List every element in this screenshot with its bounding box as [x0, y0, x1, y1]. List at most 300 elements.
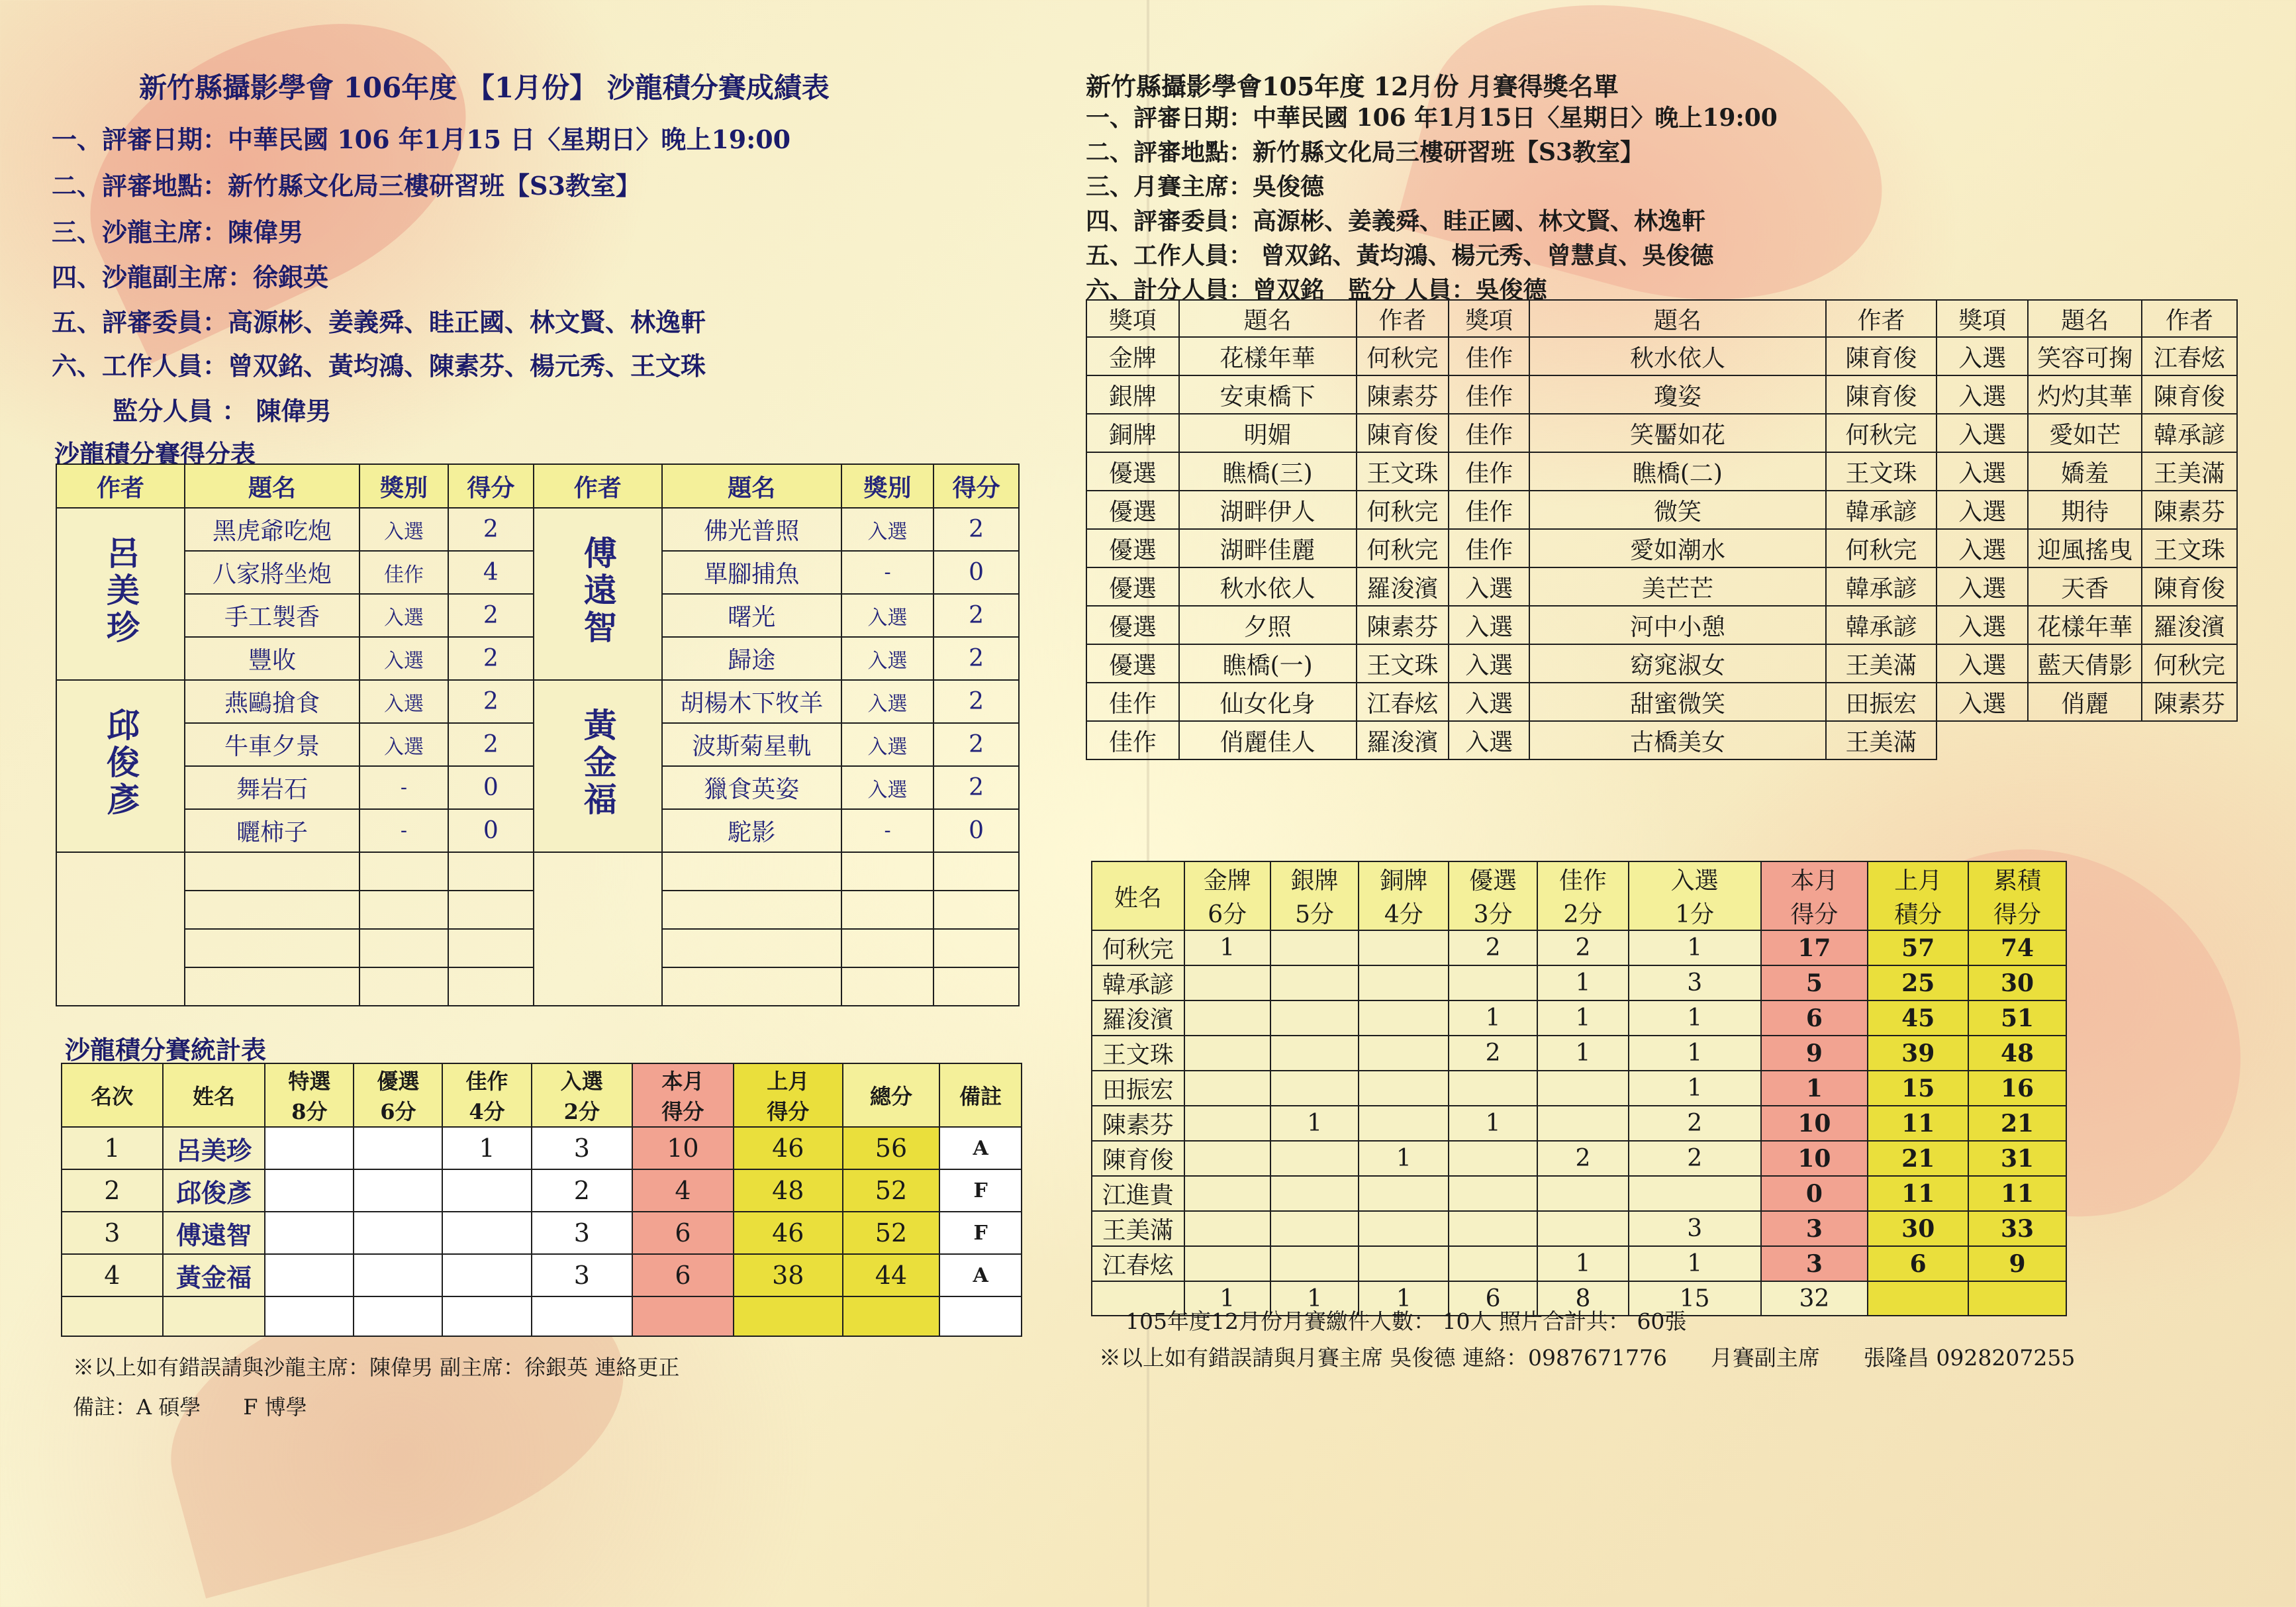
total-score: 30 — [1968, 965, 2066, 1000]
award-type: 入選 — [841, 723, 933, 766]
cell: 入選 — [1937, 529, 2028, 567]
table-row — [62, 1169, 1022, 1212]
cell — [1968, 1281, 2066, 1316]
cell — [1184, 1141, 1270, 1176]
cell: 3 — [532, 1254, 633, 1296]
member-name: 傅遠智 — [163, 1212, 265, 1254]
last-month-score: 15 — [1868, 1071, 1968, 1106]
cell: 入選 — [1937, 606, 2028, 644]
cell: 1 — [1184, 1281, 1270, 1316]
cell — [1184, 1000, 1270, 1036]
cell: 入選 — [1449, 567, 1529, 606]
cell — [1449, 1141, 1537, 1176]
col-header: 特選 8分 — [265, 1063, 354, 1127]
award-type: 入選 — [841, 680, 933, 723]
award-type: - — [359, 809, 448, 852]
cell: 陳育俊 — [2142, 567, 2237, 606]
month-score: 6 — [632, 1254, 734, 1296]
cell: 明媚 — [1179, 414, 1357, 452]
cell — [1359, 1071, 1449, 1106]
left-title: 新竹縣攝影學會 106年度 【1月份】 沙龍積分賽成績表 — [139, 72, 830, 104]
col-header: 得分 — [448, 464, 534, 508]
stat-header-row — [62, 1063, 1022, 1127]
table-row — [1086, 644, 2237, 683]
cell: 窈窕淑女 — [1529, 644, 1825, 683]
photo-title: 手工製香 — [185, 594, 359, 637]
cell — [1359, 965, 1449, 1000]
right-info-line: 三、月賽主席：吳俊德 — [1086, 173, 1325, 201]
month-score: 3 — [1761, 1211, 1868, 1246]
cell: 佳作 — [1086, 721, 1179, 759]
table-row — [1092, 1000, 2066, 1036]
col-header: 姓名 — [163, 1063, 265, 1127]
rank: 1 — [62, 1127, 163, 1169]
score-value: 0 — [933, 551, 1019, 594]
table-row — [1092, 1071, 2066, 1106]
cell — [265, 1212, 354, 1254]
cell: 2 — [1537, 930, 1629, 965]
month-score: 4 — [632, 1169, 734, 1212]
cell — [1537, 1106, 1629, 1141]
summary-table — [1091, 861, 2067, 1316]
cell — [1184, 1246, 1270, 1281]
cell: 優選 — [1086, 452, 1179, 491]
table-row — [1086, 414, 2237, 452]
cell — [1359, 1176, 1449, 1211]
cell: 藍天倩影 — [2028, 644, 2142, 683]
last-month-score: 39 — [1868, 1036, 1968, 1071]
left-info-line: 二、評審地點：新竹縣文化局三樓研習班【S3教室】 — [52, 171, 641, 201]
member-name: 韓承諺 — [1092, 965, 1184, 1000]
cell: 陳育俊 — [2142, 375, 2237, 414]
cell: 湖畔佳麗 — [1179, 529, 1357, 567]
cell: 羅浚濱 — [2142, 606, 2237, 644]
cell: 笑容可掬 — [2028, 337, 2142, 375]
col-header: 題名 — [2028, 300, 2142, 337]
cell: 6 — [1449, 1281, 1537, 1316]
right-entry-count: 105年度12月份月賽繳件人數： 10人 照片合計共： 60張 — [1125, 1308, 1687, 1334]
member-name: 呂美珍 — [163, 1127, 265, 1169]
last-month-score: 46 — [734, 1212, 843, 1254]
photo-title: 駝影 — [662, 809, 841, 852]
col-header: 備註 — [939, 1063, 1022, 1127]
table-row — [62, 1127, 1022, 1169]
cell: 2 — [1629, 1141, 1761, 1176]
cell: 3 — [1629, 1211, 1761, 1246]
photo-title: 獵食英姿 — [662, 766, 841, 809]
remark: F — [939, 1169, 1022, 1212]
table-row — [1092, 965, 2066, 1000]
cell — [1270, 1036, 1359, 1071]
left-info-line: 監分人員 ： 陳偉男 — [113, 396, 332, 426]
month-score: 10 — [1761, 1106, 1868, 1141]
table-row — [1092, 1176, 2066, 1211]
cell — [1270, 1071, 1359, 1106]
cell: 俏麗 — [2028, 683, 2142, 721]
cell: 1 — [1537, 965, 1629, 1000]
summary-header-row — [1092, 861, 2066, 930]
cell: 天香 — [2028, 567, 2142, 606]
total-score: 74 — [1968, 930, 2066, 965]
cell: 1 — [1629, 930, 1761, 965]
cell: 王文珠 — [1357, 644, 1449, 683]
cell: 微笑 — [1529, 491, 1825, 529]
col-header: 作者 — [534, 464, 662, 508]
col-header: 得分 — [933, 464, 1019, 508]
photo-title: 舞岩石 — [185, 766, 359, 809]
rank: 3 — [62, 1212, 163, 1254]
cell — [1359, 1246, 1449, 1281]
member-name: 江春炫 — [1092, 1246, 1184, 1281]
cell: 瓊姿 — [1529, 375, 1825, 414]
cell: 佳作 — [1449, 491, 1529, 529]
total-score: 21 — [1968, 1106, 2066, 1141]
right-info-line: 一、評審日期：中華民國 106 年1月15日〈星期日〉晚上19:00 — [1086, 104, 1778, 132]
cell: 3 — [1629, 965, 1761, 1000]
cell: 期待 — [2028, 491, 2142, 529]
rank: 2 — [62, 1169, 163, 1212]
cell: 佳作 — [1086, 683, 1179, 721]
col-header: 名次 — [62, 1063, 163, 1127]
col-header: 姓名 — [1092, 861, 1184, 930]
cell: 3 — [532, 1127, 633, 1169]
award-type: 佳作 — [359, 551, 448, 594]
cell: 15 — [1629, 1281, 1761, 1316]
cell — [1449, 1176, 1537, 1211]
cell: 1 — [1629, 1071, 1761, 1106]
member-name: 江進貴 — [1092, 1176, 1184, 1211]
cell: 何秋完 — [1826, 529, 1937, 567]
cell — [354, 1169, 442, 1212]
cell: 王文珠 — [2142, 529, 2237, 567]
cell: 1 — [1537, 1036, 1629, 1071]
left-remark-note: 備註：A 碩學 F 博學 — [73, 1394, 307, 1420]
score-value: 2 — [933, 723, 1019, 766]
award-type: 入選 — [359, 723, 448, 766]
cell — [1270, 1176, 1359, 1211]
table-row — [1086, 683, 2237, 721]
last-month-score: 11 — [1868, 1106, 1968, 1141]
cell: 入選 — [1937, 683, 2028, 721]
cell: 入選 — [1449, 606, 1529, 644]
cell — [1449, 1211, 1537, 1246]
cell: 陳素芬 — [1357, 606, 1449, 644]
month-score: 17 — [1761, 930, 1868, 965]
cell — [1184, 1211, 1270, 1246]
last-month-score: 21 — [1868, 1141, 1968, 1176]
cell: 湖畔伊人 — [1179, 491, 1357, 529]
left-info-line: 五、評審委員：高源彬、姜義舜、眭正國、林文賢、林逸軒 — [52, 307, 706, 337]
photo-title: 單腳捕魚 — [662, 551, 841, 594]
score-value: 2 — [448, 594, 534, 637]
member-name: 黃金福 — [163, 1254, 265, 1296]
left-info-line: 四、沙龍副主席：徐銀英 — [52, 262, 329, 292]
table-row — [1092, 1036, 2066, 1071]
award-type: 入選 — [841, 766, 933, 809]
author-name: 邱俊彥 — [101, 707, 140, 819]
cell — [354, 1212, 442, 1254]
cell — [1537, 1176, 1629, 1211]
remark: A — [939, 1254, 1022, 1296]
photo-title: 歸途 — [662, 637, 841, 680]
col-header: 上月 積分 — [1868, 861, 1968, 930]
month-score: 10 — [632, 1127, 734, 1169]
member-name: 田振宏 — [1092, 1071, 1184, 1106]
member-name: 王文珠 — [1092, 1036, 1184, 1071]
cell: 金牌 — [1086, 337, 1179, 375]
cell: 韓承諺 — [1826, 606, 1937, 644]
cell: 1 — [1270, 1106, 1359, 1141]
cell: 2 — [1629, 1106, 1761, 1141]
remark: A — [939, 1127, 1022, 1169]
score-value: 2 — [448, 723, 534, 766]
cell: 陳育俊 — [1357, 414, 1449, 452]
award-type: - — [841, 551, 933, 594]
cell: 花樣年華 — [1179, 337, 1357, 375]
cell: 迎風搖曳 — [2028, 529, 2142, 567]
table-row — [1092, 930, 2066, 965]
cell: 1 — [1449, 1106, 1537, 1141]
table-row — [56, 508, 1019, 551]
left-info-line: 六、工作人員：曾双銘、黃均鴻、陳素芬、楊元秀、王文珠 — [52, 351, 706, 381]
table-row — [1086, 606, 2237, 644]
cell: 美芒芒 — [1529, 567, 1825, 606]
month-score: 5 — [1761, 965, 1868, 1000]
photo-title: 豐收 — [185, 637, 359, 680]
cell: 1 — [1537, 1246, 1629, 1281]
cell — [1449, 1246, 1537, 1281]
cell: 優選 — [1086, 644, 1179, 683]
score-value: 0 — [933, 809, 1019, 852]
member-name: 陳素芬 — [1092, 1106, 1184, 1141]
cell: 佳作 — [1449, 414, 1529, 452]
cell: 秋水依人 — [1179, 567, 1357, 606]
table-row — [1086, 491, 2237, 529]
cell: 江春炫 — [2142, 337, 2237, 375]
table-row — [1092, 1211, 2066, 1246]
cell: 佳作 — [1449, 375, 1529, 414]
stat-table — [61, 1063, 1022, 1337]
cell: 王美滿 — [2142, 452, 2237, 491]
stat-table-title: 沙龍積分賽統計表 — [65, 1035, 267, 1065]
cell: 河中小憩 — [1529, 606, 1825, 644]
cell: 安東橋下 — [1179, 375, 1357, 414]
cell: 笑靨如花 — [1529, 414, 1825, 452]
cell — [1359, 930, 1449, 965]
score-header-row — [56, 464, 1019, 508]
cell: 陳素芬 — [2142, 491, 2237, 529]
cell — [1270, 1211, 1359, 1246]
total-score: 52 — [843, 1169, 939, 1212]
month-score: 9 — [1761, 1036, 1868, 1071]
col-header: 本月 得分 — [632, 1063, 734, 1127]
cell — [1270, 965, 1359, 1000]
total-score: 9 — [1968, 1246, 2066, 1281]
cell — [1184, 1176, 1270, 1211]
right-info-line: 五、工作人員： 曾双銘、黃均鴻、楊元秀、曾慧貞、吳俊德 — [1086, 242, 1714, 269]
cell — [1184, 965, 1270, 1000]
cell: 佳作 — [1449, 337, 1529, 375]
member-name: 羅浚濱 — [1092, 1000, 1184, 1036]
award-type: 入選 — [841, 637, 933, 680]
col-header: 獎項 — [1086, 300, 1179, 337]
cell — [354, 1127, 442, 1169]
member-name: 何秋完 — [1092, 930, 1184, 965]
right-info-line: 六、計分人員：曾双銘 監分 人員：吳俊德 — [1086, 276, 1547, 304]
cell — [1270, 1246, 1359, 1281]
col-header: 佳作 2分 — [1537, 861, 1629, 930]
col-header: 總分 — [843, 1063, 939, 1127]
month-score: 1 — [1761, 1071, 1868, 1106]
col-header: 累積 得分 — [1968, 861, 2066, 930]
score-value: 2 — [448, 508, 534, 551]
cell: 入選 — [1937, 644, 2028, 683]
score-value: 2 — [933, 680, 1019, 723]
photo-title: 曙光 — [662, 594, 841, 637]
col-header: 作者 — [56, 464, 185, 508]
author-name: 傅遠智 — [578, 535, 618, 647]
cell: 何秋完 — [2142, 644, 2237, 683]
cell: 佳作 — [1449, 529, 1529, 567]
month-score: 6 — [632, 1212, 734, 1254]
award-header-row — [1086, 300, 2237, 337]
cell: 陳育俊 — [1826, 375, 1937, 414]
table-row-empty — [62, 1296, 1022, 1336]
cell: 佳作 — [1449, 452, 1529, 491]
member-name: 王美滿 — [1092, 1211, 1184, 1246]
photo-title: 曬柿子 — [185, 809, 359, 852]
cell: 王文珠 — [1826, 452, 1937, 491]
cell: 陳素芬 — [1357, 375, 1449, 414]
left-footnote: ※以上如有錯誤請與沙龍主席：陳偉男 副主席：徐銀英 連絡更正 — [73, 1355, 680, 1380]
table-row — [1086, 567, 2237, 606]
cell: 瞧橋(三) — [1179, 452, 1357, 491]
total-score: 51 — [1968, 1000, 2066, 1036]
table-row — [1092, 1246, 2066, 1281]
cell: 花樣年華 — [2028, 606, 2142, 644]
cell: 1 — [1359, 1281, 1449, 1316]
cell: 1 — [1449, 1000, 1537, 1036]
cell — [1449, 965, 1537, 1000]
col-header: 獎別 — [841, 464, 933, 508]
cell: 優選 — [1086, 567, 1179, 606]
award-table — [1086, 299, 2238, 760]
cell: 王美滿 — [1826, 644, 1937, 683]
table-row — [1092, 1106, 2066, 1141]
col-header: 作者 — [2142, 300, 2237, 337]
left-info-line: 一、評審日期：中華民國 106 年1月15 日〈星期日〉晚上19:00 — [52, 124, 791, 154]
cell — [1868, 1281, 1968, 1316]
col-header: 佳作 4分 — [442, 1063, 531, 1127]
cell: 入選 — [1937, 414, 2028, 452]
cell: 俏麗佳人 — [1179, 721, 1357, 759]
table-row — [1086, 529, 2237, 567]
award-type: - — [841, 809, 933, 852]
cell: 2 — [1537, 1141, 1629, 1176]
cell — [442, 1212, 531, 1254]
award-type: 入選 — [359, 508, 448, 551]
last-month-score: 6 — [1868, 1246, 1968, 1281]
table-row-empty — [56, 852, 1019, 891]
cell: 韓承諺 — [2142, 414, 2237, 452]
total-score: 11 — [1968, 1176, 2066, 1211]
cell: 韓承諺 — [1826, 567, 1937, 606]
month-score: 6 — [1761, 1000, 1868, 1036]
cell: 1 — [1629, 1000, 1761, 1036]
right-title: 新竹縣攝影學會105年度 12月份 月賽得獎名單 — [1086, 72, 1619, 101]
col-header: 上月 得分 — [734, 1063, 843, 1127]
col-header: 作者 — [1826, 300, 1937, 337]
table-row — [1086, 452, 2237, 491]
total-score: 31 — [1968, 1141, 2066, 1176]
month-score: 0 — [1761, 1176, 1868, 1211]
month-score: 10 — [1761, 1141, 1868, 1176]
col-header: 作者 — [1357, 300, 1449, 337]
score-value: 0 — [448, 809, 534, 852]
cell: 仙女化身 — [1179, 683, 1357, 721]
cell: 1 — [1629, 1246, 1761, 1281]
score-value: 0 — [448, 766, 534, 809]
award-type: 入選 — [841, 508, 933, 551]
cell — [1537, 1211, 1629, 1246]
total-score: 33 — [1968, 1211, 2066, 1246]
cell — [265, 1127, 354, 1169]
last-month-score: 57 — [1868, 930, 1968, 965]
last-month-score: 30 — [1868, 1211, 1968, 1246]
award-type: 入選 — [841, 594, 933, 637]
cell — [1270, 1141, 1359, 1176]
cell: 田振宏 — [1826, 683, 1937, 721]
cell — [1270, 930, 1359, 965]
cell: 愛如芒 — [2028, 414, 2142, 452]
cell: 入選 — [1937, 337, 2028, 375]
month-score: 3 — [1761, 1246, 1868, 1281]
cell: 32 — [1761, 1281, 1868, 1316]
cell: 陳育俊 — [1826, 337, 1937, 375]
cell: 入選 — [1937, 375, 2028, 414]
cell — [1184, 1036, 1270, 1071]
cell: 優選 — [1086, 529, 1179, 567]
remark: F — [939, 1212, 1022, 1254]
score-value: 2 — [933, 508, 1019, 551]
cell: 夕照 — [1179, 606, 1357, 644]
cell: 1 — [442, 1127, 531, 1169]
cell: 入選 — [1937, 452, 2028, 491]
cell: 1 — [1184, 930, 1270, 965]
cell: 瞧橋(二) — [1529, 452, 1825, 491]
col-header: 題名 — [662, 464, 841, 508]
table-row — [62, 1254, 1022, 1296]
cell: 何秋完 — [1357, 337, 1449, 375]
cell: 何秋完 — [1357, 529, 1449, 567]
cell: 2 — [532, 1169, 633, 1212]
cell — [442, 1169, 531, 1212]
col-header: 獎項 — [1449, 300, 1529, 337]
col-header: 獎別 — [359, 464, 448, 508]
cell: 入選 — [1449, 644, 1529, 683]
cell: 王文珠 — [1357, 452, 1449, 491]
cell: 江春炫 — [1357, 683, 1449, 721]
cell: 何秋完 — [1826, 414, 1937, 452]
author-name: 黃金福 — [578, 707, 618, 819]
cell — [1184, 1071, 1270, 1106]
cell: 2 — [1449, 1036, 1537, 1071]
last-month-score: 48 — [734, 1169, 843, 1212]
award-type: 入選 — [359, 680, 448, 723]
cell — [1359, 1000, 1449, 1036]
cell — [354, 1254, 442, 1296]
cell: 灼灼其華 — [2028, 375, 2142, 414]
